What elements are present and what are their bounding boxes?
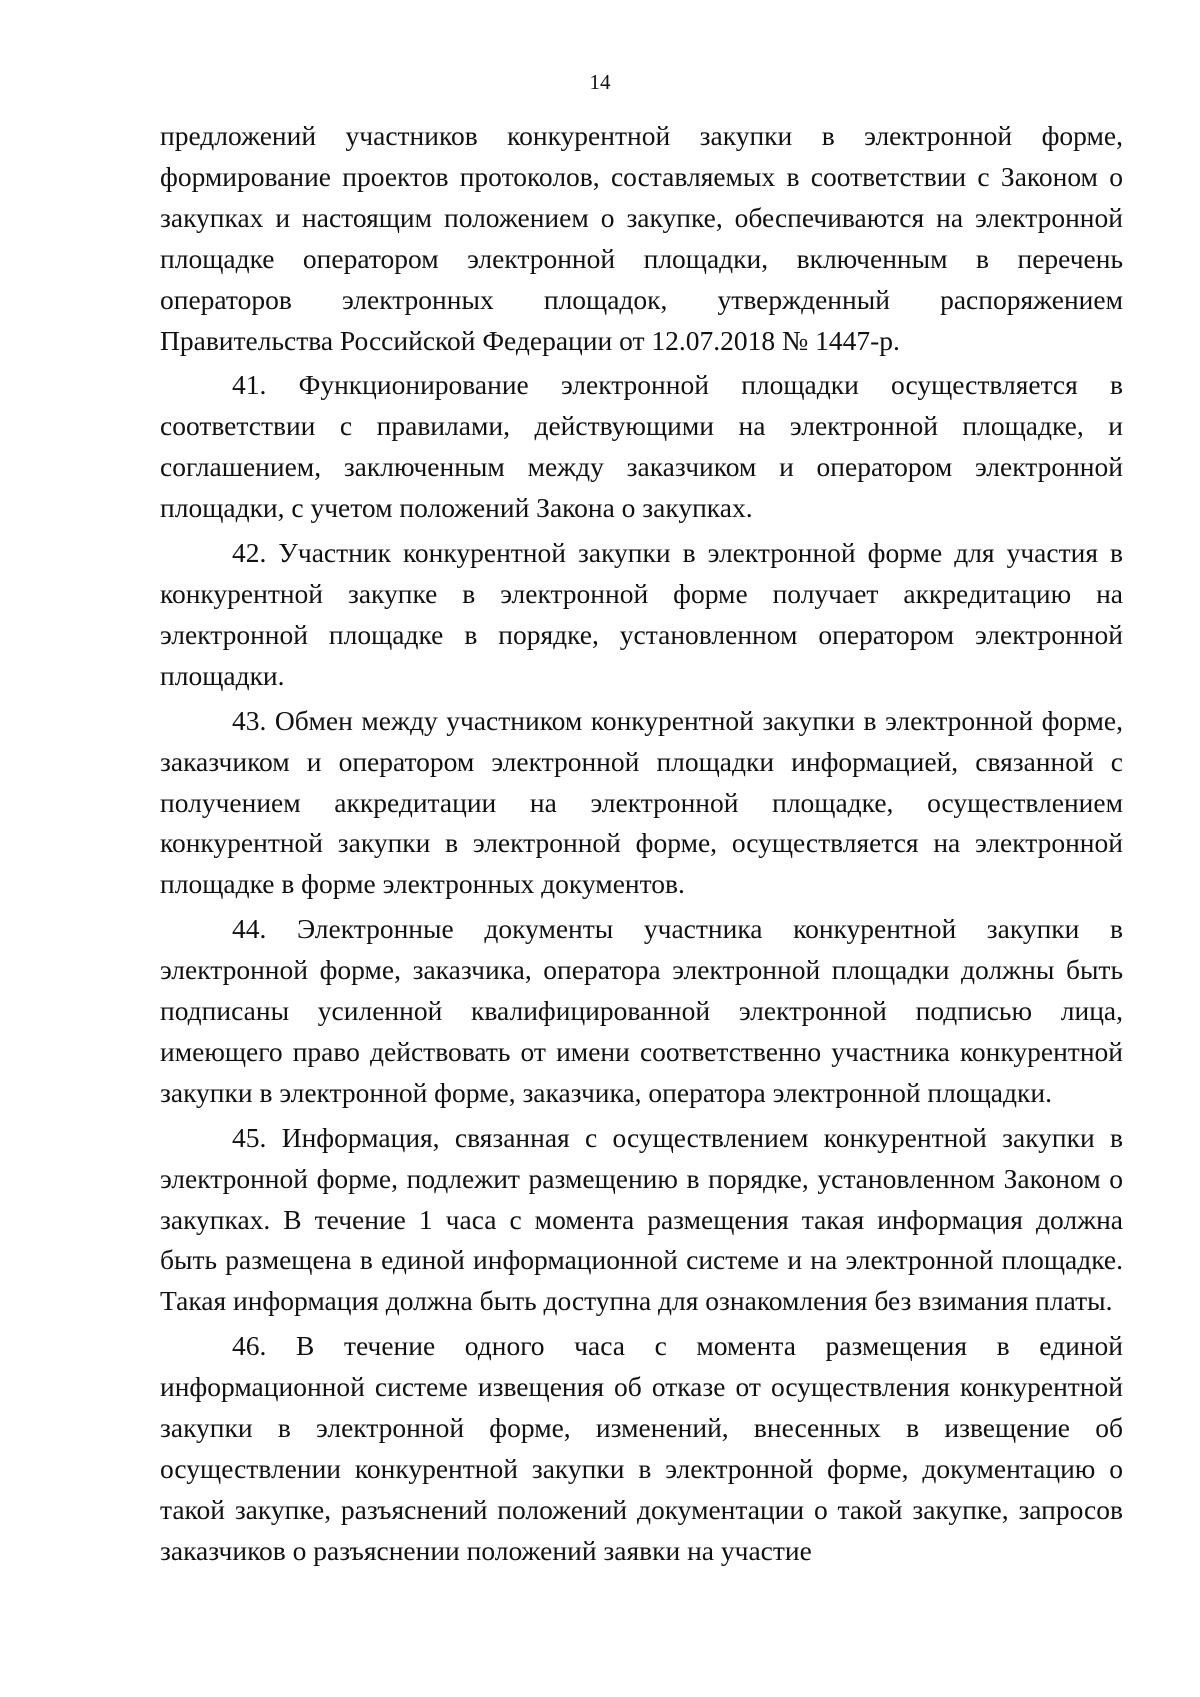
paragraph-text: Информация, связанная с осуществлением конкурентной закупки в электронной форме, подлежит размещению в порядке, установленном Законом о закупках. В течение 1 часа с момента размещения такая информация должна быть размещена в единой информационной системе и на электронной площадке. Такая информация должна быть доступна для ознакомления без взимания платы. <box>160 1121 1124 1317</box>
paragraph-number: 41. <box>232 369 267 401</box>
paragraph-text: Участник конкурентной закупки в электронной форме для участия в конкурентной закупке в электронной форме получает аккредитацию на электронной площадке в порядке, установленном оператором электронной площадки. <box>160 537 1123 691</box>
paragraph-text: В течение одного часа с момента размещения в единой информационной системе извещения об отказе от осуществления конкурентной закупки в электронной форме, изменений, внесенных в извещение об осуществлении конкурентной закупки в электронной форме, документацию о такой закупке, разъяснений положений документации о такой закупке, запросов заказчиков о разъяснении положений заявки на участие <box>160 1330 1123 1566</box>
paragraph-number: 44. <box>232 913 267 945</box>
paragraph-41 <box>160 365 1123 529</box>
paragraph-44 <box>160 909 1123 1114</box>
paragraph-45 <box>160 1118 1123 1323</box>
paragraph-42 <box>160 533 1123 697</box>
paragraph-text: Электронные документы участника конкурентной закупки в электронной форме, заказчика, оператора электронной площадки должны быть подписаны усиленной квалифицированной электронной подписью лица, имеющего право действовать от имени соответственно участника конкурентной закупки в электронной форме, заказчика, оператора электронной площадки. <box>160 913 1124 1108</box>
paragraph-continuation <box>160 116 1123 361</box>
document-body <box>160 116 1123 1572</box>
paragraph-text: Обмен между участником конкурентной закупки в электронной форме, заказчиком и оператором электронной площадки информацией, связанной с получением аккредитации на электронной площадке, осуществлением конкурентной закупки в электронной форме, осуществляется на электронной площадке в форме электронных документов. <box>160 704 1123 900</box>
paragraph-number: 43. <box>232 704 267 736</box>
paragraph-number: 46. <box>232 1330 267 1362</box>
paragraph-46 <box>160 1326 1123 1571</box>
paragraph-text: Функционирование электронной площадки осуществляется в соответствии с правилами, действующими на электронной площадке, и соглашением, заключенным между заказчиком и оператором электронной площадки, с учетом положений Закона о закупках. <box>160 369 1123 524</box>
paragraph-43 <box>160 701 1123 906</box>
paragraph-number: 42. <box>232 537 267 569</box>
paragraph-number: 45. <box>232 1121 267 1153</box>
page-number: 14 <box>589 70 611 94</box>
paragraph-text: предложений участников конкурентной закупки в электронной форме, формирование проектов протоколов, составляемых в соответствии с Законом о закупках и настоящим положением о закупке, обеспечиваются на электронной площадке оператором электронной площадки, включенным в перечень операторов электронных площадок, утвержденный распоряжением Правительства Российской Федерации от 12.07.2018 № 1447-р. <box>160 120 1123 356</box>
